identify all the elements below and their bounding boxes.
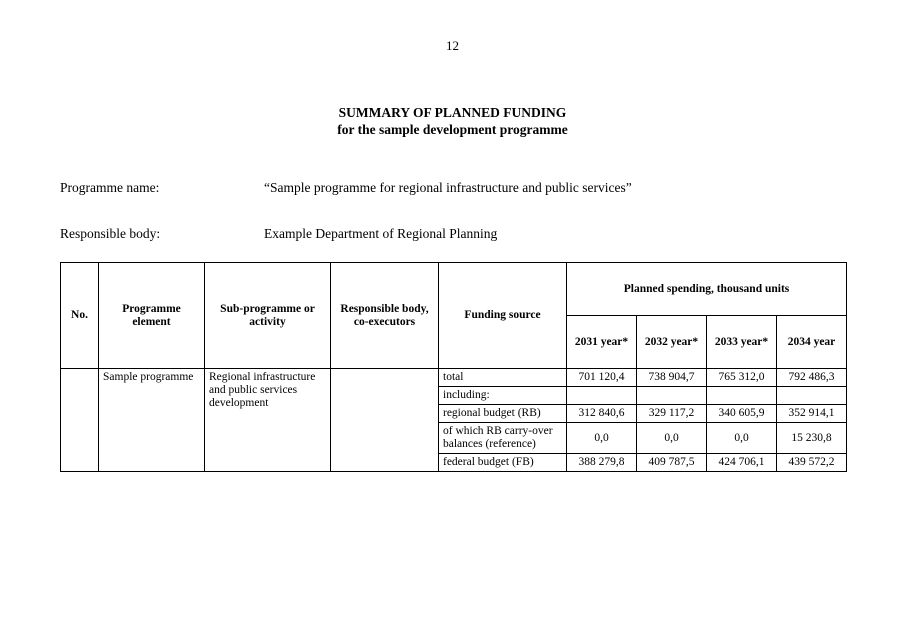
page-heading [0, 104, 905, 138]
programme-name-value: “Sample programme for regional infrastructure and public services” [264, 180, 632, 195]
cell-admin [331, 369, 439, 472]
value-fb-y1: 388 279,8 [567, 454, 637, 472]
value-including-y1 [567, 387, 637, 405]
value-total-y3: 765 312,0 [707, 369, 777, 387]
header-measure: Sub-programme or activity [205, 263, 331, 369]
heading-line-1: SUMMARY OF PLANNED FUNDING [338, 105, 567, 120]
value-rb-y4: 352 914,1 [777, 405, 847, 423]
responsible-body-value: Example Department of Regional Planning [264, 226, 498, 241]
value-rb-y1: 312 840,6 [567, 405, 637, 423]
header-year-1: 2031 year* [567, 316, 637, 369]
source-federal-budget: federal budget (FB) [439, 454, 567, 472]
source-total: total [439, 369, 567, 387]
value-total-y2: 738 904,7 [637, 369, 707, 387]
funding-table [60, 262, 847, 472]
header-no: No. [61, 263, 99, 369]
value-including-y2 [637, 387, 707, 405]
value-total-y4: 792 486,3 [777, 369, 847, 387]
header-year-2: 2032 year* [637, 316, 707, 369]
header-year-3: 2033 year* [707, 316, 777, 369]
cell-element: Sample programme [99, 369, 205, 472]
header-source: Funding source [439, 263, 567, 369]
value-rb-balances-y4: 15 230,8 [777, 423, 847, 454]
value-rb-balances-y2: 0,0 [637, 423, 707, 454]
header-year-4: 2034 year [777, 316, 847, 369]
cell-no [61, 369, 99, 472]
value-including-y4 [777, 387, 847, 405]
programme-name-label: Programme name: [60, 180, 160, 195]
value-fb-y3: 424 706,1 [707, 454, 777, 472]
value-rb-y3: 340 605,9 [707, 405, 777, 423]
value-total-y1: 701 120,4 [567, 369, 637, 387]
page-number: 12 [446, 38, 459, 53]
source-including: including: [439, 387, 567, 405]
header-expenditure: Planned spending, thousand units [567, 263, 847, 316]
source-regional-budget: regional budget (RB) [439, 405, 567, 423]
value-fb-y4: 439 572,2 [777, 454, 847, 472]
heading-line-2: for the sample development programme [337, 122, 568, 137]
responsible-body-label: Responsible body: [60, 226, 161, 241]
value-fb-y2: 409 787,5 [637, 454, 707, 472]
value-including-y3 [707, 387, 777, 405]
value-rb-balances-y1: 0,0 [567, 423, 637, 454]
header-element: Programme element [99, 263, 205, 369]
value-rb-balances-y3: 0,0 [707, 423, 777, 454]
header-admin: Responsible body, co-executors [331, 263, 439, 369]
cell-measure: Regional infrastructure and public services development [205, 369, 331, 472]
source-rb-balances: of which RB carry-over balances (reference) [439, 423, 567, 454]
value-rb-y2: 329 117,2 [637, 405, 707, 423]
